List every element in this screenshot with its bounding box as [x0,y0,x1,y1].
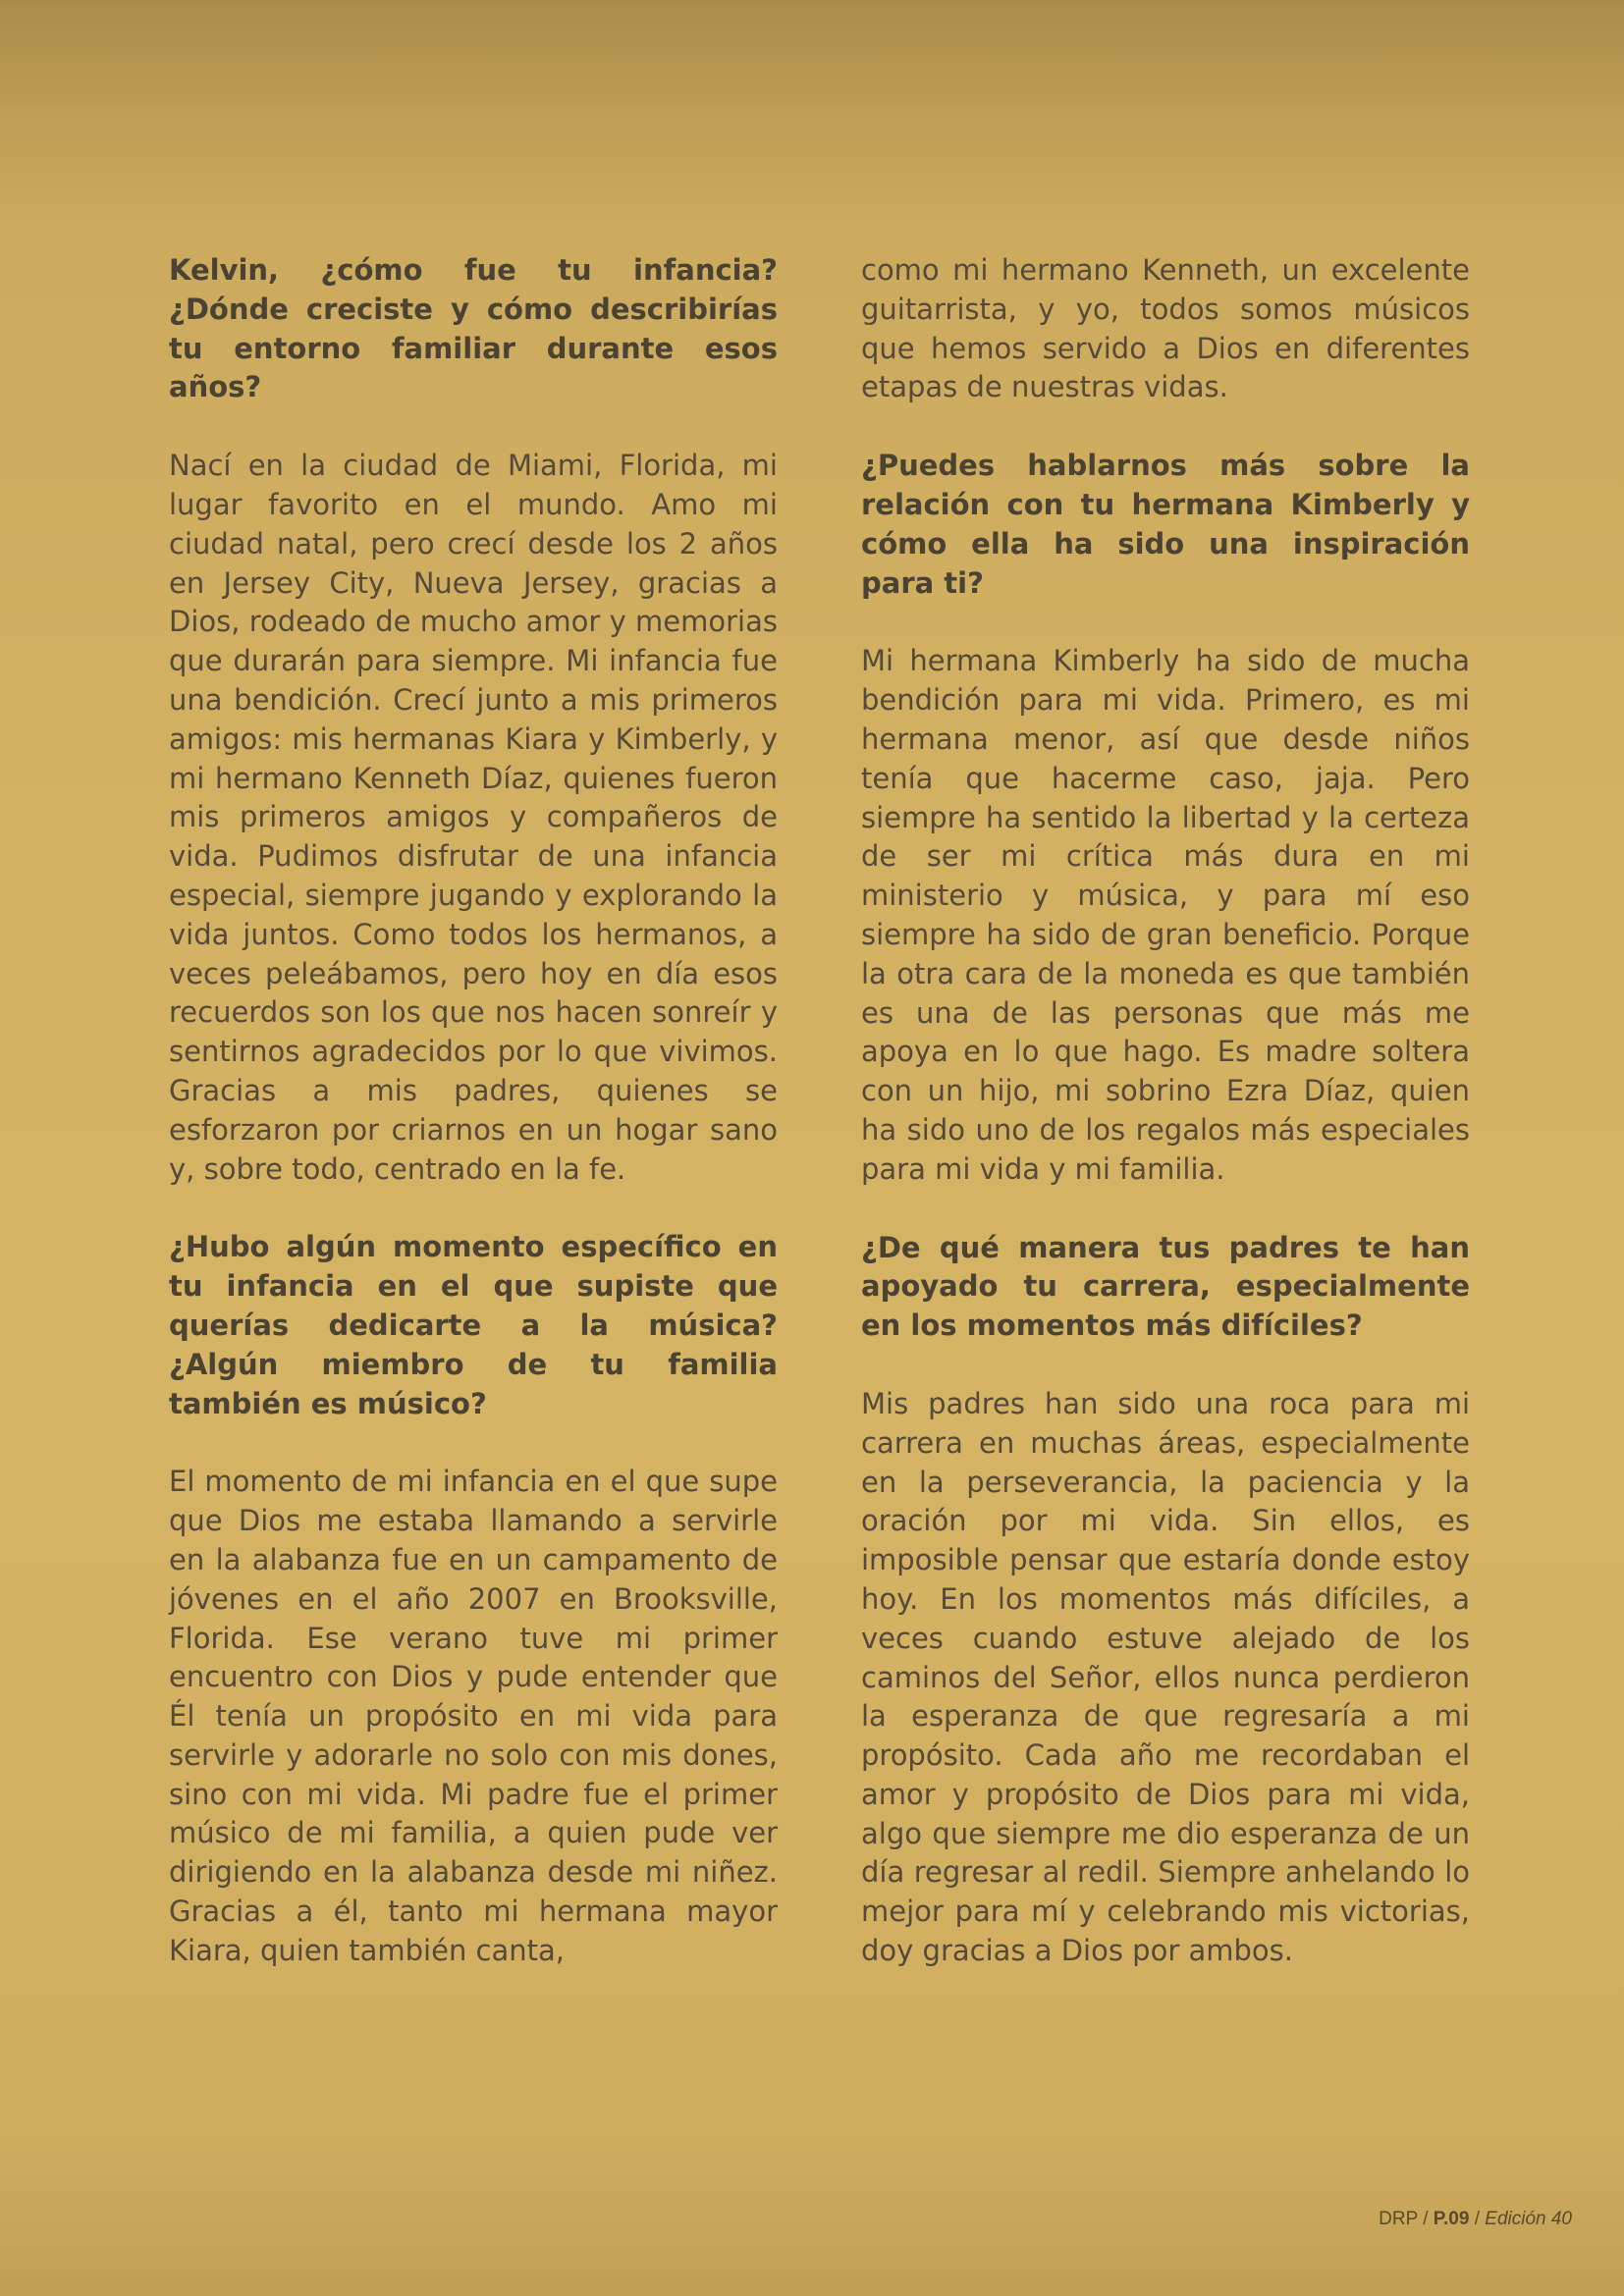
answer-music-calling: El momento de mi infancia en el que supe que Dios me estaba llamando a servirle en la alabanza fue en un campamento de jóvenes en el año 2007 en Brooksville, Florida. Ese verano tuve mi primer encuentro con Dios y pude entender que Él tenía un propósito en mi vida para servirle y adorarle no solo con mis dones, sino con mi vida. Mi padre fue el primer músico de mi familia, a quien pude ver dirigiendo en la alabanza desde mi niñez. Gracias a él, tanto mi hermana mayor Kiara, quien también canta, [169,1465,778,1967]
magazine-name: DRP [1379,2209,1418,2229]
answer-childhood: Nací en la ciudad de Miami, Florida, mi lugar favorito en el mundo. Amo mi ciudad natal, pero crecí desde los 2 años en Jersey City, Nueva Jersey, gracias a Dios, rodeado de mucho amor y memorias que durarán para siempre. Mi infancia fue una bendición. Crecí junto a mis primeros amigos: mis hermanas Kiara y Kimberly, y mi hermano Kenneth Díaz, quienes fueron mis primeros amigos y compañeros de vida. Pudimos disfrutar de una infancia especial, siempre jugando y explorando la vida juntos. Como todos los hermanos, a veces peleábamos, pero hoy en día esos recuerdos son los que nos hacen sonreír y sentirnos agradecidos por lo que vivimos. Gracias a mis padres, quienes se esforzaron por criarnos en un hogar sano y, sobre todo, centrado en la fe. [169,449,778,1186]
question-sister-kimberly: ¿Puedes hablarnos más sobre la relación con tu hermana Kimberly y cómo ella ha sido una inspiración para ti? [861,449,1470,600]
left-column [169,251,778,1971]
answer-parents-support: Mis padres han sido una roca para mi carrera en muchas áreas, especialmente en la perseverancia, la paciencia y la oración por mi vida. Sin ellos, es imposible pensar que estaría donde estoy hoy. En los momentos más difíciles, a veces cuando estuve alejado de los caminos del Señor, ellos nunca perdieron la esperanza de que regresaría a mi propósito. Cada año me recordaban el amor y propósito de Dios para mi vida, algo que siempre me dio esperanza de un día regresar al redil. Siempre anhelando lo mejor para mí y celebrando mis victorias, doy gracias a Dios por ambos. [861,1386,1470,1968]
spacer [861,1190,1470,1229]
spacer [169,1423,778,1463]
answer-sister-kimberly: Mi hermana Kimberly ha sido de mucha bendición para mi vida. Primero, es mi hermana menor, así que desde niños tenía que hacerme caso, jaja. Pero siempre ha sentido la libertad y la certeza de ser mi crítica más dura en mi ministerio y música, y para mí eso siempre ha sido de gran beneficio. Porque la otra cara de la moneda es que también es una de las personas que más me apoya en lo que hago. Es madre soltera con un hijo, mi sobrino Ezra Díaz, quien ha sido uno de los regalos más especiales para mi vida y mi familia. [861,644,1470,1186]
question-childhood: Kelvin, ¿cómo fue tu infancia? ¿Dónde creciste y cómo describirías tu entorno familiar durante esos años? [169,253,778,404]
footer-separator: / [1469,2209,1486,2229]
edition-label: Edición 40 [1485,2209,1572,2229]
footer-separator: / [1417,2209,1434,2229]
question-music-calling: ¿Hubo algún momento específico en tu infancia en el que supiste que querías dedicarte a la música? ¿Algún miembro de tu familia también es músico? [169,1230,778,1420]
spacer [169,407,778,447]
spacer [861,407,1470,447]
question-parents-support: ¿De qué manera tus padres te han apoyado tu carrera, especialmente en los momentos más difíciles? [861,1230,1470,1343]
answer-music-calling-continued: como mi hermano Kenneth, un excelente guitarrista, y yo, todos somos músicos que hemos servido a Dios en diferentes etapas de nuestras vidas. [861,253,1470,404]
page-number: P.09 [1433,2209,1470,2229]
spacer [861,1346,1470,1385]
page-footer [1379,2209,1572,2230]
spacer [169,1189,778,1228]
right-column [861,251,1470,1971]
spacer [861,603,1470,642]
